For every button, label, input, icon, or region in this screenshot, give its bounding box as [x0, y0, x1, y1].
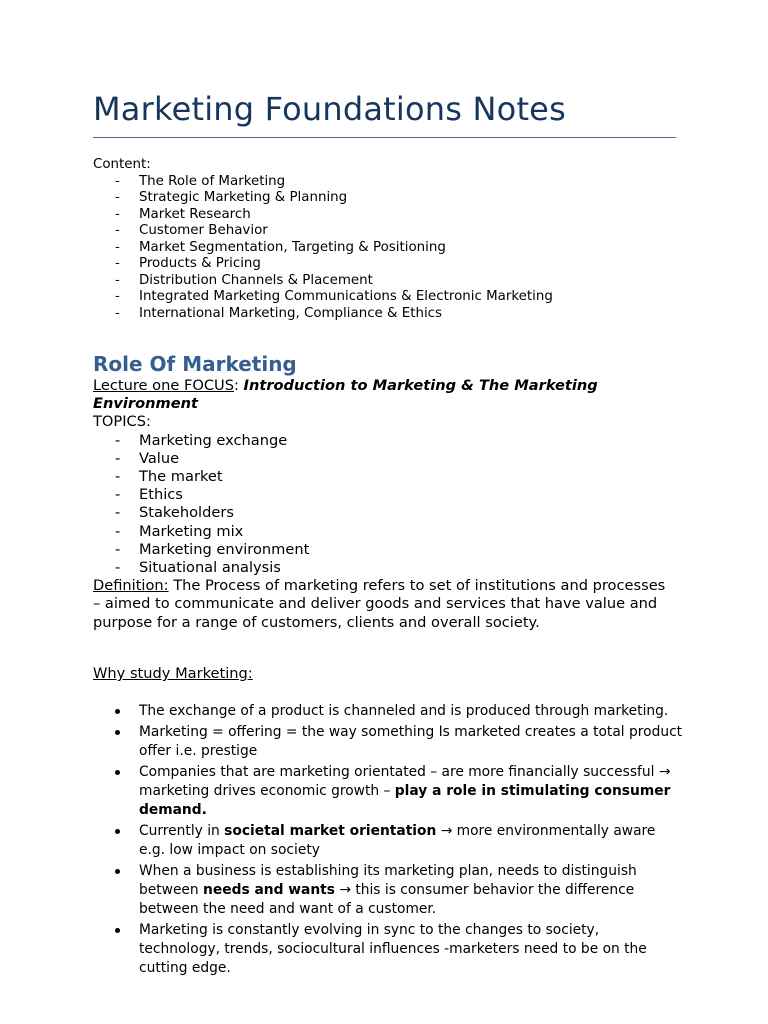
- definition-text: The Process of marketing refers to set of institutions and processes – aimed to communicate and deliver goods and services that have value and purpose for a range of customers, clients and overall society.: [93, 577, 666, 631]
- bullet-icon: [115, 928, 120, 933]
- bullet-icon: [115, 709, 120, 714]
- list-item: - The market: [115, 468, 223, 486]
- list-item: - International Marketing, Compliance & Ethics: [115, 305, 443, 321]
- list-item: - Situational analysis: [115, 559, 281, 577]
- section-heading: Role Of Marketing: [93, 352, 297, 376]
- focus-label: Lecture one FOCUS: [93, 377, 234, 394]
- list-item: Companies that are marketing orientated – are more financially successful → marketing drives economic growth – play a role in stimulating consumer demand.: [93, 763, 683, 820]
- list-item: - Strategic Marketing & Planning: [115, 190, 348, 205]
- content-list: [93, 174, 553, 323]
- list-item: - Products & Pricing: [115, 256, 261, 271]
- content-label: Content:: [93, 157, 151, 172]
- topics-list: [93, 432, 677, 578]
- topics-label: TOPICS:: [93, 413, 151, 431]
- list-item: - Marketing exchange: [115, 431, 288, 449]
- list-item: - Distribution Channels & Placement: [115, 272, 373, 288]
- list-item: - Marketing mix: [115, 522, 244, 540]
- lecture-section: [93, 377, 677, 632]
- lecture-focus: Lecture one FOCUS: Introduction to Marketing & The Marketing Environment: [93, 377, 598, 413]
- list-item: - Market Research: [115, 206, 251, 222]
- definition-paragraph: [93, 577, 677, 632]
- list-item: When a business is establishing its marketing plan, needs to distinguish between needs and wants → this is consumer behavior the difference between the need and want of a customer.: [93, 862, 683, 919]
- list-item: - Ethics: [115, 486, 183, 504]
- why-study-heading: Why study Marketing:: [93, 665, 253, 682]
- list-item: Currently in societal market orientation → more environmentally aware e.g. low impact on society: [93, 822, 683, 860]
- list-item: - Integrated Marketing Communications & Electronic Marketing: [115, 289, 553, 304]
- list-item: - Market Segmentation, Targeting & Positioning: [115, 239, 446, 255]
- bullet-icon: [115, 829, 120, 834]
- list-item: The exchange of a product is channeled and is produced through marketing.: [93, 702, 683, 721]
- list-item: Marketing = offering = the way something Is marketed creates a total product offer i.e. prestige: [93, 723, 683, 761]
- focus-text: Introduction to Marketing & The Marketing Environment: [93, 377, 598, 413]
- document-title: Marketing Foundations Notes: [93, 90, 566, 128]
- title-divider: [93, 137, 676, 138]
- bullet-icon: [115, 730, 120, 735]
- bullet-icon: [115, 869, 120, 874]
- list-item: - The Role of Marketing: [115, 173, 286, 189]
- bullet-icon: [115, 770, 120, 775]
- list-item: - Marketing environment: [115, 540, 310, 558]
- list-item: - Stakeholders: [115, 504, 234, 522]
- definition-label: Definition:: [93, 577, 169, 595]
- list-item: Marketing is constantly evolving in sync to the changes to society, technology, trends, sociocultural influences -marketers need to be on the cutting edge.: [93, 921, 683, 978]
- list-item: - Customer Behavior: [115, 223, 268, 238]
- content-section: [93, 157, 553, 322]
- why-study-list: [93, 702, 683, 980]
- list-item: - Value: [115, 449, 180, 467]
